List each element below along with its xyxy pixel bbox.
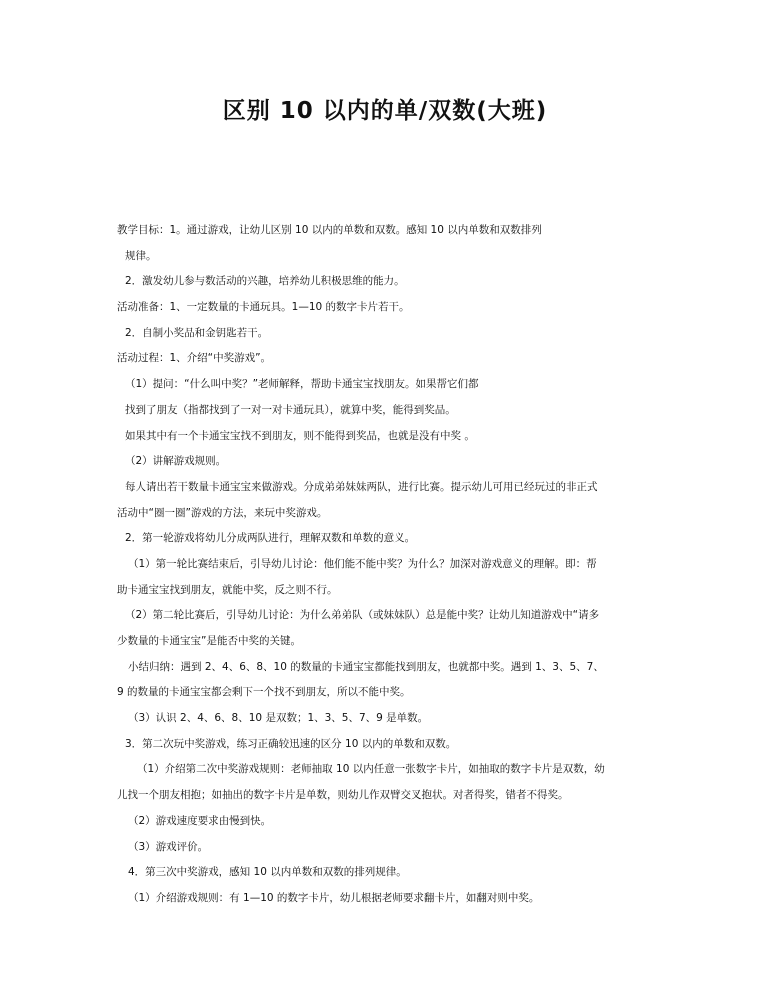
paragraph-line: （3）认识 2、4、6、8、10 是双数；1、3、5、7、9 是单数。 [128, 712, 429, 725]
paragraph-line: （2）第二轮比赛后，引导幼儿讨论：为什么弟弟队（或妹妹队）总是能中奖？让幼儿知道游戏中“请多 [125, 609, 600, 622]
paragraph-line: 助卡通宝宝找到朋友，就能中奖，反之则不行。 [117, 583, 338, 596]
paragraph-line: （1）提问：“什么叫中奖？”老师解释，帮助卡通宝宝找朋友。如果帮它们都 [125, 378, 479, 391]
paragraph-line: 教学目标：1。通过游戏，让幼儿区别 10 以内的单数和双数。感知 10 以内单数和双数排列 [117, 224, 542, 236]
document-title: 区别 10 以内的单/双数(大班) [222, 98, 548, 124]
paragraph-line: 2．第一轮游戏将幼儿分成两队进行，理解双数和单数的意义。 [125, 532, 416, 545]
paragraph-line: 2．激发幼儿参与数活动的兴趣，培养幼儿积极思维的能力。 [125, 275, 405, 288]
paragraph-line: 每人请出若干数量卡通宝宝来做游戏。分成弟弟妹妹两队，进行比赛。提示幼儿可用已经玩过的非正式 [125, 480, 598, 493]
paragraph-line: 活动准备：1、一定数量的卡通玩具。1—10 的数字卡片若干。 [117, 301, 410, 314]
paragraph-line: 少数量的卡通宝宝”是能否中奖的关键。 [117, 635, 301, 647]
paragraph-line: （2）讲解游戏规则。 [125, 455, 227, 468]
paragraph-line: 儿找一个朋友相抱；如抽出的数字卡片是单数，则幼儿作双臂交叉抱状。对者得奖，错者不得奖。 [117, 789, 569, 802]
paragraph-line: 3．第二次玩中奖游戏，练习正确较迅速的区分 10 以内的单数和双数。 [125, 737, 457, 750]
paragraph-line: 活动过程：1、介绍“中奖游戏”。 [117, 352, 272, 365]
paragraph-line: 4．第三次中奖游戏，感知 10 以内单数和双数的排列规律。 [128, 866, 407, 879]
paragraph-line: （1）第一轮比赛结束后，引导幼儿讨论：他们能不能中奖？为什么？加深对游戏意义的理解。即：帮 [128, 557, 597, 570]
paragraph-line: 2．自制小奖品和金钥匙若干。 [125, 326, 269, 339]
document-body [117, 218, 662, 912]
paragraph-line: （3）游戏评价。 [128, 840, 209, 853]
paragraph-line: （1）介绍游戏规则：有 1—10 的数字卡片，幼儿根据老师要求翻卡片，如翻对则中奖。 [128, 891, 540, 904]
paragraph-line: 找到了朋友（指都找到了一对一对卡通玩具），就算中奖，能得到奖品。 [125, 403, 456, 416]
paragraph-line: 小结归纳：遇到 2、4、6、8、10 的数量的卡通宝宝都能找到朋友，也就都中奖。遇到 1、3、5、7、 [128, 660, 604, 673]
paragraph-line: 活动中“圈一圈”游戏的方法，来玩中奖游戏。 [117, 506, 328, 519]
paragraph-line: （2）游戏速度要求由慢到快。 [128, 814, 272, 827]
paragraph-line: 规律。 [125, 249, 157, 262]
paragraph-line: 9 的数量的卡通宝宝都会剩下一个找不到朋友，所以不能中奖。 [117, 686, 411, 699]
paragraph-line: 如果其中有一个卡通宝宝找不到朋友，则不能得到奖品，也就是没有中奖 。 [125, 429, 475, 442]
paragraph-line: （1）介绍第二次中奖游戏规则：老师抽取 10 以内任意一张数字卡片，如抽取的数字卡片是双数，幼 [137, 763, 605, 776]
